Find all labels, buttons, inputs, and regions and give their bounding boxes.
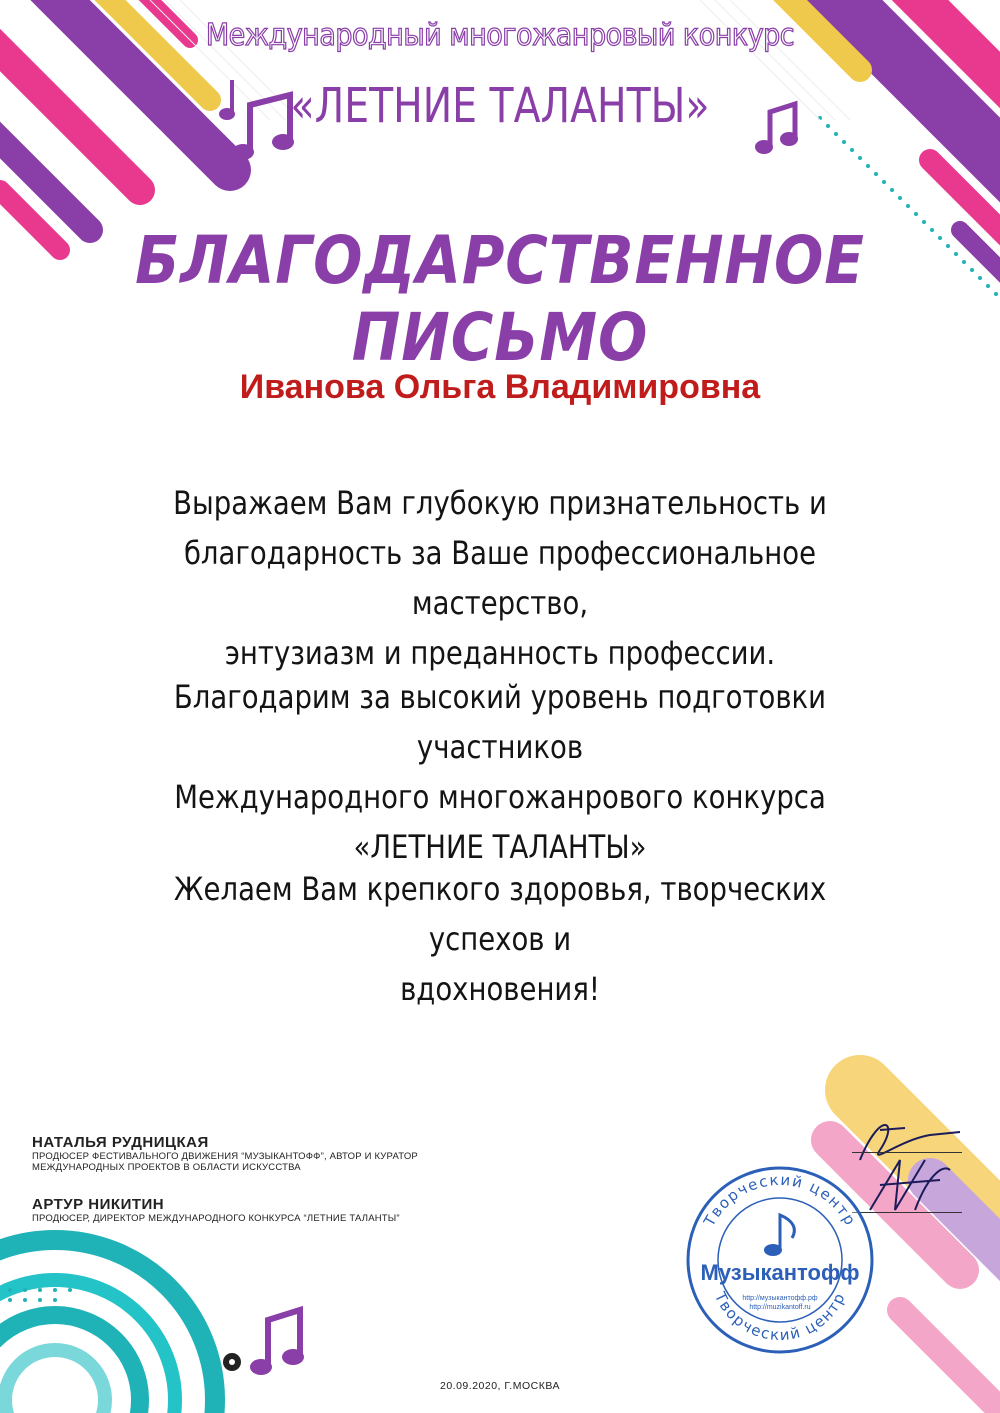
signatory-name: АРТУР НИКИТИН: [32, 1196, 165, 1213]
paragraph-line: энтузиазм и преданность профессии.: [224, 634, 776, 672]
paragraph-wishes: [122, 864, 879, 1014]
signatory-2: [32, 1196, 400, 1224]
signatory-role: ПРОДЮСЕР, ДИРЕКТОР МЕЖДУНАРОДНОГО КОНКУРСА “ЛЕТНИЕ ТАЛАНТЫ”: [32, 1213, 400, 1224]
signatory-1: [32, 1134, 418, 1173]
contest-subtitle: Международный многожанровый конкурс: [205, 18, 795, 53]
stamp-url-1: http://музыкантофф.рф: [742, 1295, 818, 1302]
paragraph-line: благодарность за Ваше профессиональное мастерство,: [183, 534, 817, 622]
paragraph-thanks: [122, 672, 879, 872]
signatory-name: НАТАЛЬЯ РУДНИЦКАЯ: [32, 1134, 209, 1151]
paragraph-gratitude: [122, 478, 879, 678]
date-place: 20.09.2020, Г.МОСКВА: [440, 1380, 560, 1392]
paragraph-line: Благодарим за высокий уровень подготовки участников: [173, 678, 827, 766]
stamp-top-text: Творческий центр: [700, 1170, 860, 1230]
recipient-name: Иванова Ольга Владимировна: [239, 368, 761, 406]
stamp-url-2: http://muzikantoff.ru: [749, 1304, 811, 1311]
contest-name: «ЛЕТНИЕ ТАЛАНТЫ»: [290, 78, 710, 134]
stamp-name: Музыкантофф: [700, 1260, 860, 1285]
stamp-bottom-text: Творческий центр: [710, 1289, 850, 1345]
paragraph-line: Желаем Вам крепкого здоровья, творческих успехов и: [173, 870, 827, 958]
signature-line: [852, 1152, 962, 1153]
paragraph-line: вдохновения!: [400, 970, 600, 1008]
paragraph-line: «ЛЕТНИЕ ТАЛАНТЫ»: [353, 828, 647, 866]
signatory-role: ПРОДЮСЕР ФЕСТИВАЛЬНОГО ДВИЖЕНИЯ “МУЗЫКАНТОФФ”, АВТОР И КУРАТОР: [32, 1151, 418, 1162]
document-title: БЛАГОДАРСТВЕННОЕ ПИСЬМО: [135, 222, 865, 376]
paragraph-line: Международного многожанрового конкурса: [174, 778, 826, 816]
paragraph-line: Выражаем Вам глубокую признательность и: [173, 484, 827, 522]
signatory-role: МЕЖДУНАРОДНЫХ ПРОЕКТОВ В ОБЛАСТИ ИСКУССТВА: [32, 1162, 301, 1173]
organization-stamp: [680, 1160, 880, 1360]
